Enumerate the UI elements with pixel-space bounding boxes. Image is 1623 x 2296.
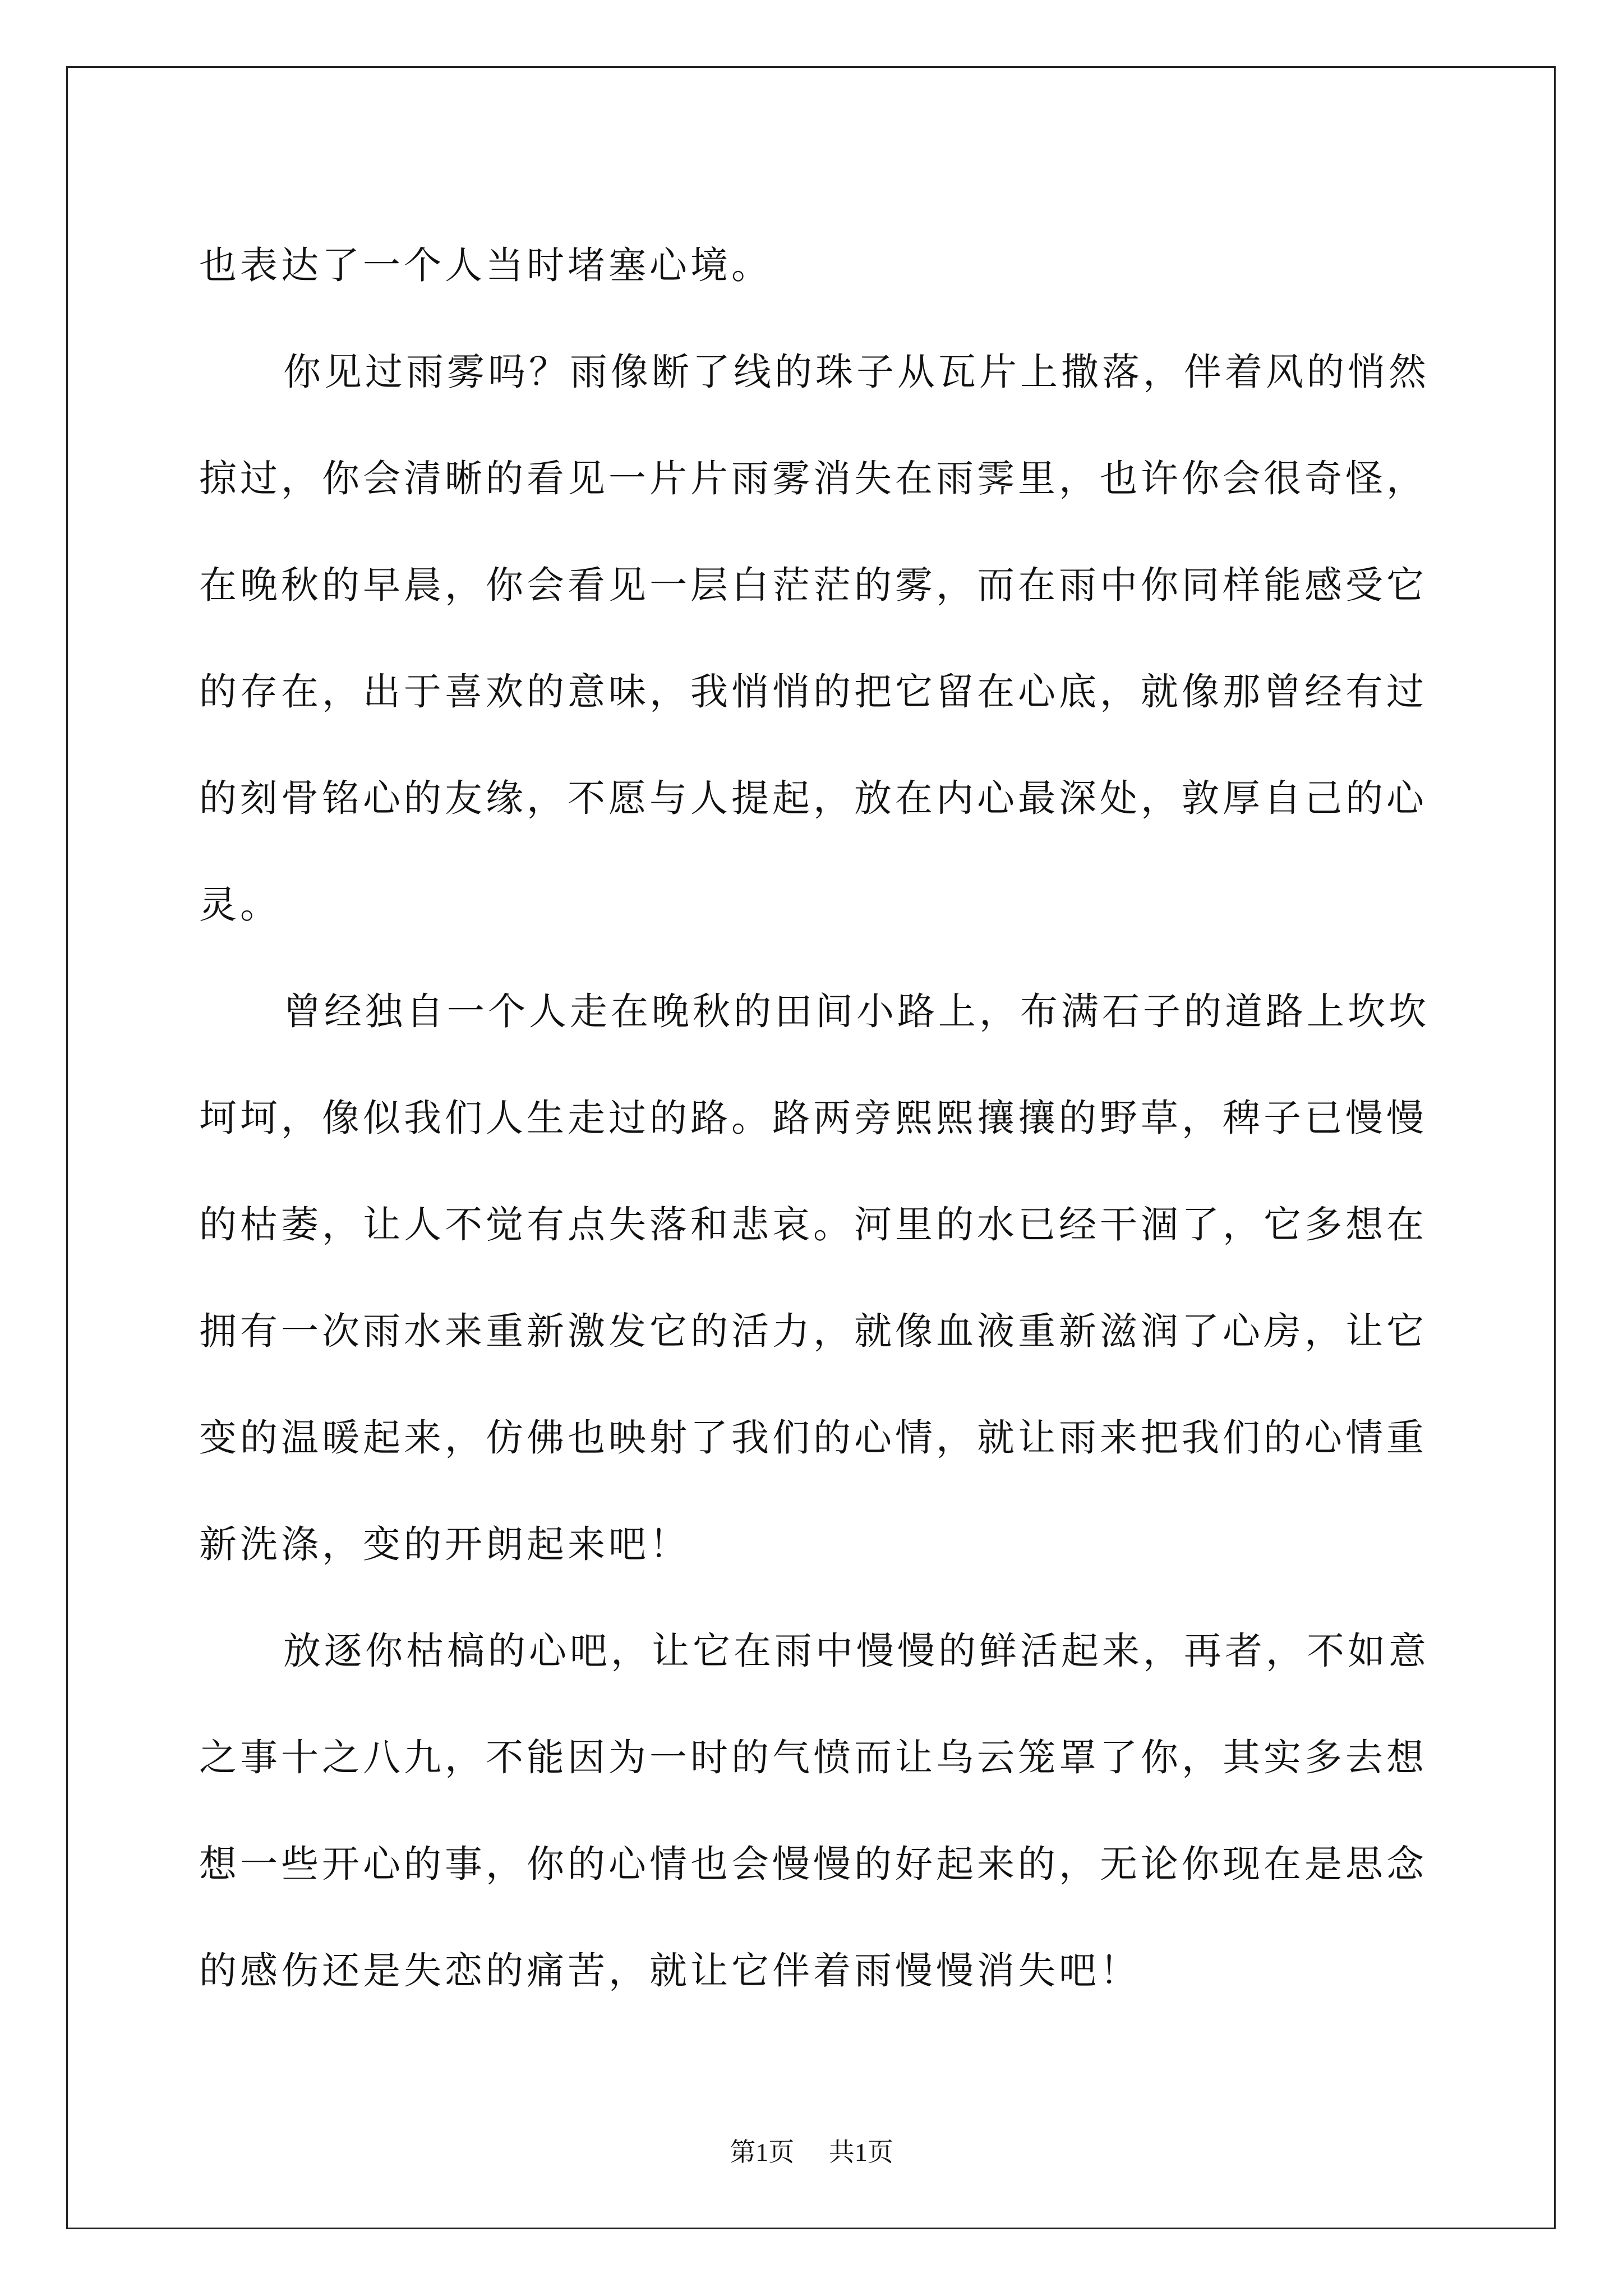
page-total: 共1页 <box>828 2138 893 2166</box>
text-line: 在晚秋的早晨，你会看见一层白茫茫的雾，而在雨中你同样能感受它 <box>199 563 1427 607</box>
text-line: 也表达了一个人当时堵塞心境。 <box>199 243 772 287</box>
text-line: 拥有一次雨水来重新激发它的活力，就像血液重新滋润了心房，让它 <box>199 1309 1427 1353</box>
page-number: 第1页 <box>730 2138 795 2166</box>
text-line: 的枯萎，让人不觉有点失落和悲哀。河里的水已经干涸了，它多想在 <box>199 1203 1427 1246</box>
text-line: 的感伤还是失恋的痛苦，就让它伴着雨慢慢消失吧！ <box>199 1949 1141 1993</box>
paragraph-first-line: 放逐你枯槁的心吧，让它在雨中慢慢的鲜活起来，再者，不如意 <box>283 1629 1430 1673</box>
text-line: 变的温暖起来，仿佛也映射了我们的心情，就让雨来把我们的心情重 <box>199 1416 1427 1460</box>
text-line: 新洗涤，变的开朗起来吧！ <box>199 1522 690 1566</box>
text-line: 的刻骨铭心的友缘，不愿与人提起，放在内心最深处，敦厚自己的心 <box>199 776 1427 820</box>
text-line: 想一些开心的事，你的心情也会慢慢的好起来的，无论你现在是思念 <box>199 1842 1427 1886</box>
text-line: 的存在，出于喜欢的意味，我悄悄的把它留在心底，就像那曾经有过 <box>199 670 1427 714</box>
text-line: 坷坷，像似我们人生走过的路。路两旁熙熙攘攘的野草，稗子已慢慢 <box>199 1096 1427 1140</box>
text-line: 灵。 <box>199 883 281 927</box>
page-footer <box>0 2132 1623 2169</box>
paragraph-first-line: 曾经独自一个人走在晚秋的田间小路上，布满石子的道路上坎坎 <box>283 990 1430 1033</box>
text-line: 掠过，你会清晰的看见一片片雨雾消失在雨霁里，也许你会很奇怪， <box>199 457 1427 500</box>
text-line: 之事十之八九，不能因为一时的气愤而让乌云笼罩了你，其实多去想 <box>199 1736 1427 1779</box>
paragraph-first-line: 你见过雨雾吗？雨像断了线的珠子从瓦片上撒落，伴着风的悄然 <box>283 350 1430 394</box>
document-body <box>199 212 1430 2024</box>
